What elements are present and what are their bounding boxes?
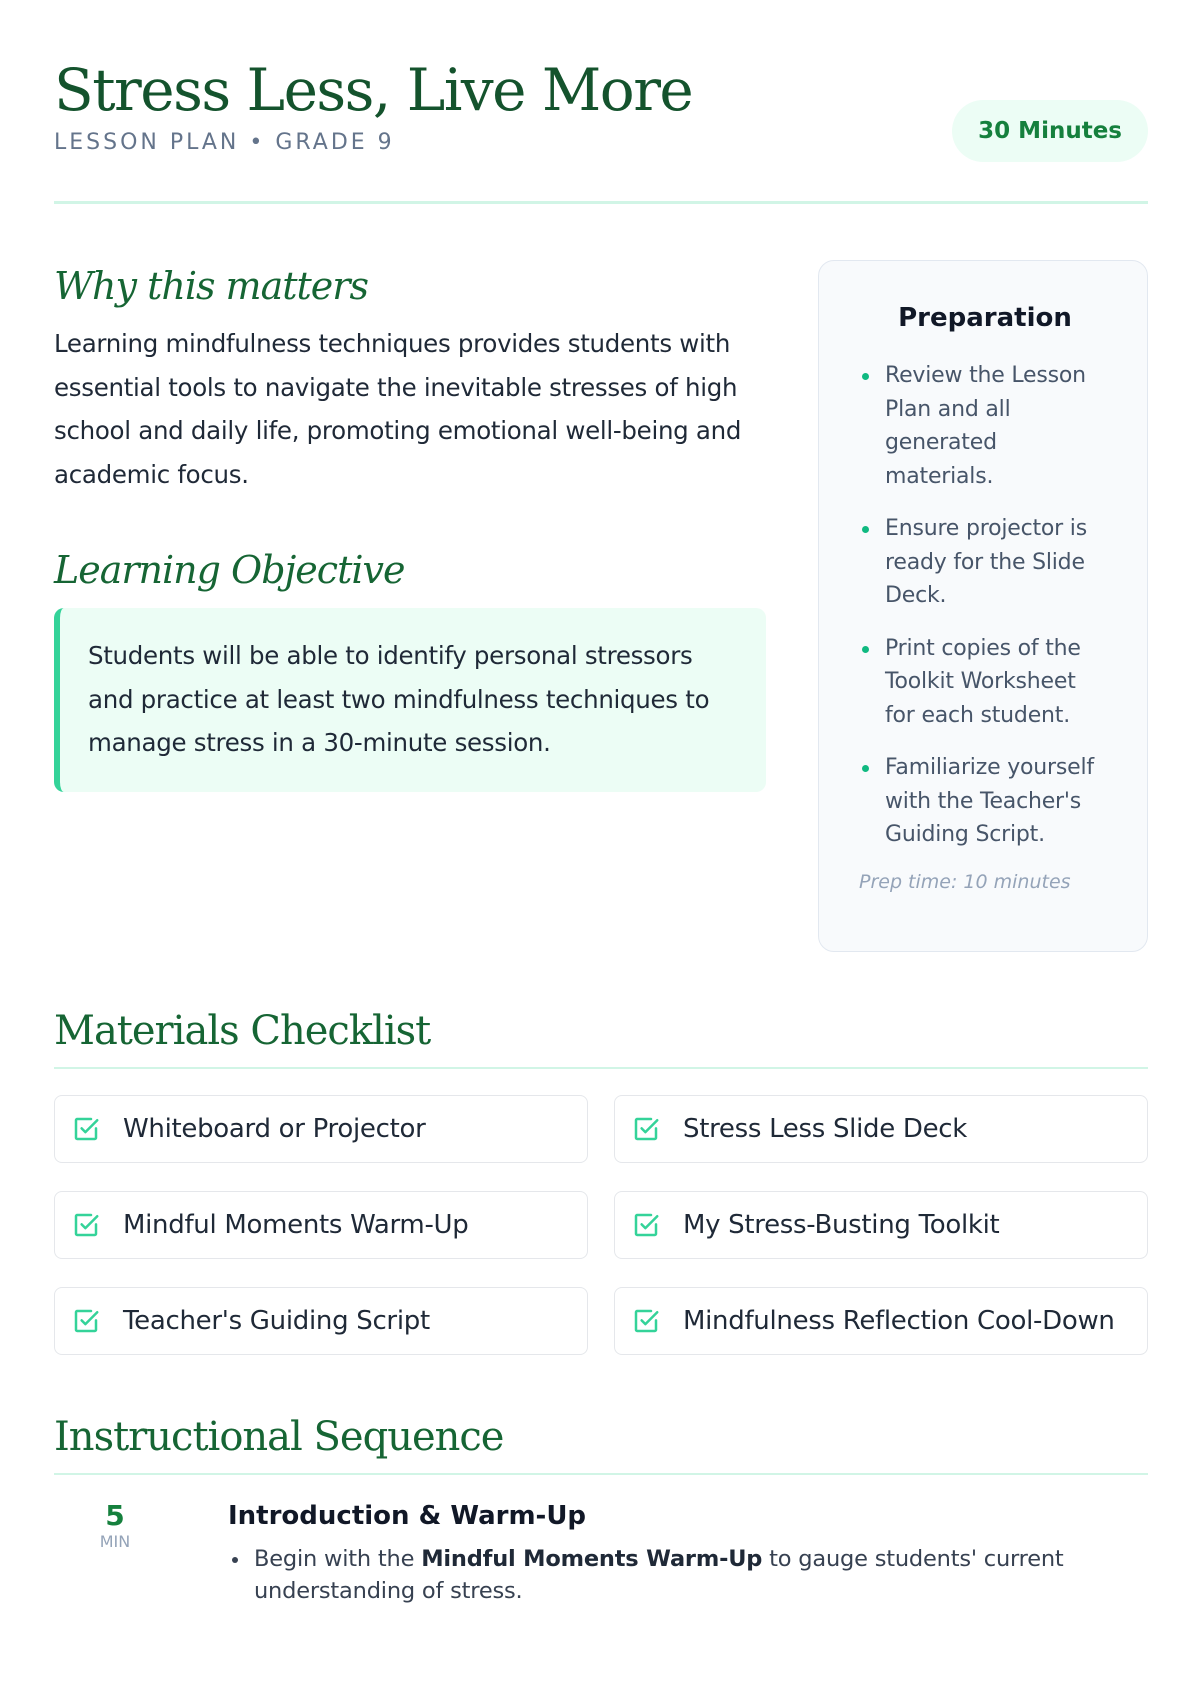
- sequence-step: [54, 1499, 1148, 1699]
- page-subtitle: LESSON PLAN • GRADE 9: [54, 130, 395, 155]
- sequence-section: [54, 1409, 1148, 1699]
- material-item[interactable]: [614, 1191, 1148, 1259]
- overview-section: [54, 204, 1148, 959]
- objective-heading: Learning Objective: [54, 548, 405, 592]
- checkbox-checked-icon: [631, 1306, 661, 1336]
- checkbox-checked-icon: [71, 1210, 101, 1240]
- page-header: [54, 0, 1148, 204]
- sequence-heading: Instructional Sequence: [54, 1409, 1148, 1475]
- material-label: Teacher's Guiding Script: [123, 1306, 430, 1336]
- material-label: Stress Less Slide Deck: [683, 1114, 968, 1144]
- material-item[interactable]: [614, 1287, 1148, 1355]
- preparation-item: Review the Lesson Plan and all generated materials.: [859, 359, 1111, 493]
- materials-section: [54, 1003, 1148, 1355]
- material-label: Mindful Moments Warm-Up: [123, 1210, 469, 1240]
- checkbox-checked-icon: [631, 1114, 661, 1144]
- checkbox-checked-icon: [71, 1114, 101, 1144]
- preparation-list: [859, 359, 1111, 852]
- prep-time-note: Prep time: 10 minutes: [859, 870, 1071, 893]
- preparation-item: Print copies of the Toolkit Worksheet for each student.: [859, 632, 1111, 733]
- material-label: Whiteboard or Projector: [123, 1114, 426, 1144]
- material-label: My Stress-Busting Toolkit: [683, 1210, 1000, 1240]
- preparation-title: Preparation: [898, 303, 1072, 333]
- step-bullet-prefix: Begin with the: [254, 1546, 422, 1572]
- page-title: Stress Less, Live More: [54, 56, 693, 124]
- material-item[interactable]: [614, 1095, 1148, 1163]
- step-bullet-material: Mindful Moments Warm-Up: [421, 1546, 763, 1572]
- material-label: Mindfulness Reflection Cool-Down: [683, 1306, 1115, 1336]
- material-item[interactable]: [54, 1095, 588, 1163]
- checkbox-checked-icon: [71, 1306, 101, 1336]
- why-heading: Why this matters: [54, 264, 368, 308]
- step-bullet-suffix: to gauge students' current understanding of stress.: [254, 1546, 1064, 1604]
- materials-heading: Materials Checklist: [54, 1003, 1148, 1069]
- material-item[interactable]: [54, 1287, 588, 1355]
- objective-text: Students will be able to identify personal stressors and practice at least two mindfulness techniques to manage stress in a 30-minute session.: [88, 641, 710, 757]
- step-bullets: [228, 1543, 1128, 1607]
- duration-badge: 30 Minutes: [952, 100, 1148, 162]
- materials-grid: [54, 1095, 1148, 1355]
- objective-callout: [54, 608, 766, 792]
- step-content: [228, 1499, 1128, 1607]
- checkbox-checked-icon: [631, 1210, 661, 1240]
- overview-main: [54, 260, 766, 792]
- step-title: Introduction & Warm-Up: [228, 1501, 587, 1531]
- step-bullet: [228, 1543, 1128, 1607]
- preparation-item: Familiarize yourself with the Teacher's Guiding Script.: [859, 751, 1111, 852]
- lesson-plan-page: [54, 0, 1148, 1604]
- why-text: Learning mindfulness techniques provides students with essential tools to navigate the inevitable stresses of high school and daily life, promoting emotional well-being and academic focus.: [54, 329, 742, 489]
- step-minutes: 5: [105, 1499, 125, 1532]
- step-duration: [94, 1499, 136, 1551]
- step-minutes-unit: MIN: [99, 1532, 131, 1551]
- preparation-card: [818, 260, 1148, 952]
- preparation-item: Ensure projector is ready for the Slide Deck.: [859, 512, 1111, 613]
- material-item[interactable]: [54, 1191, 588, 1259]
